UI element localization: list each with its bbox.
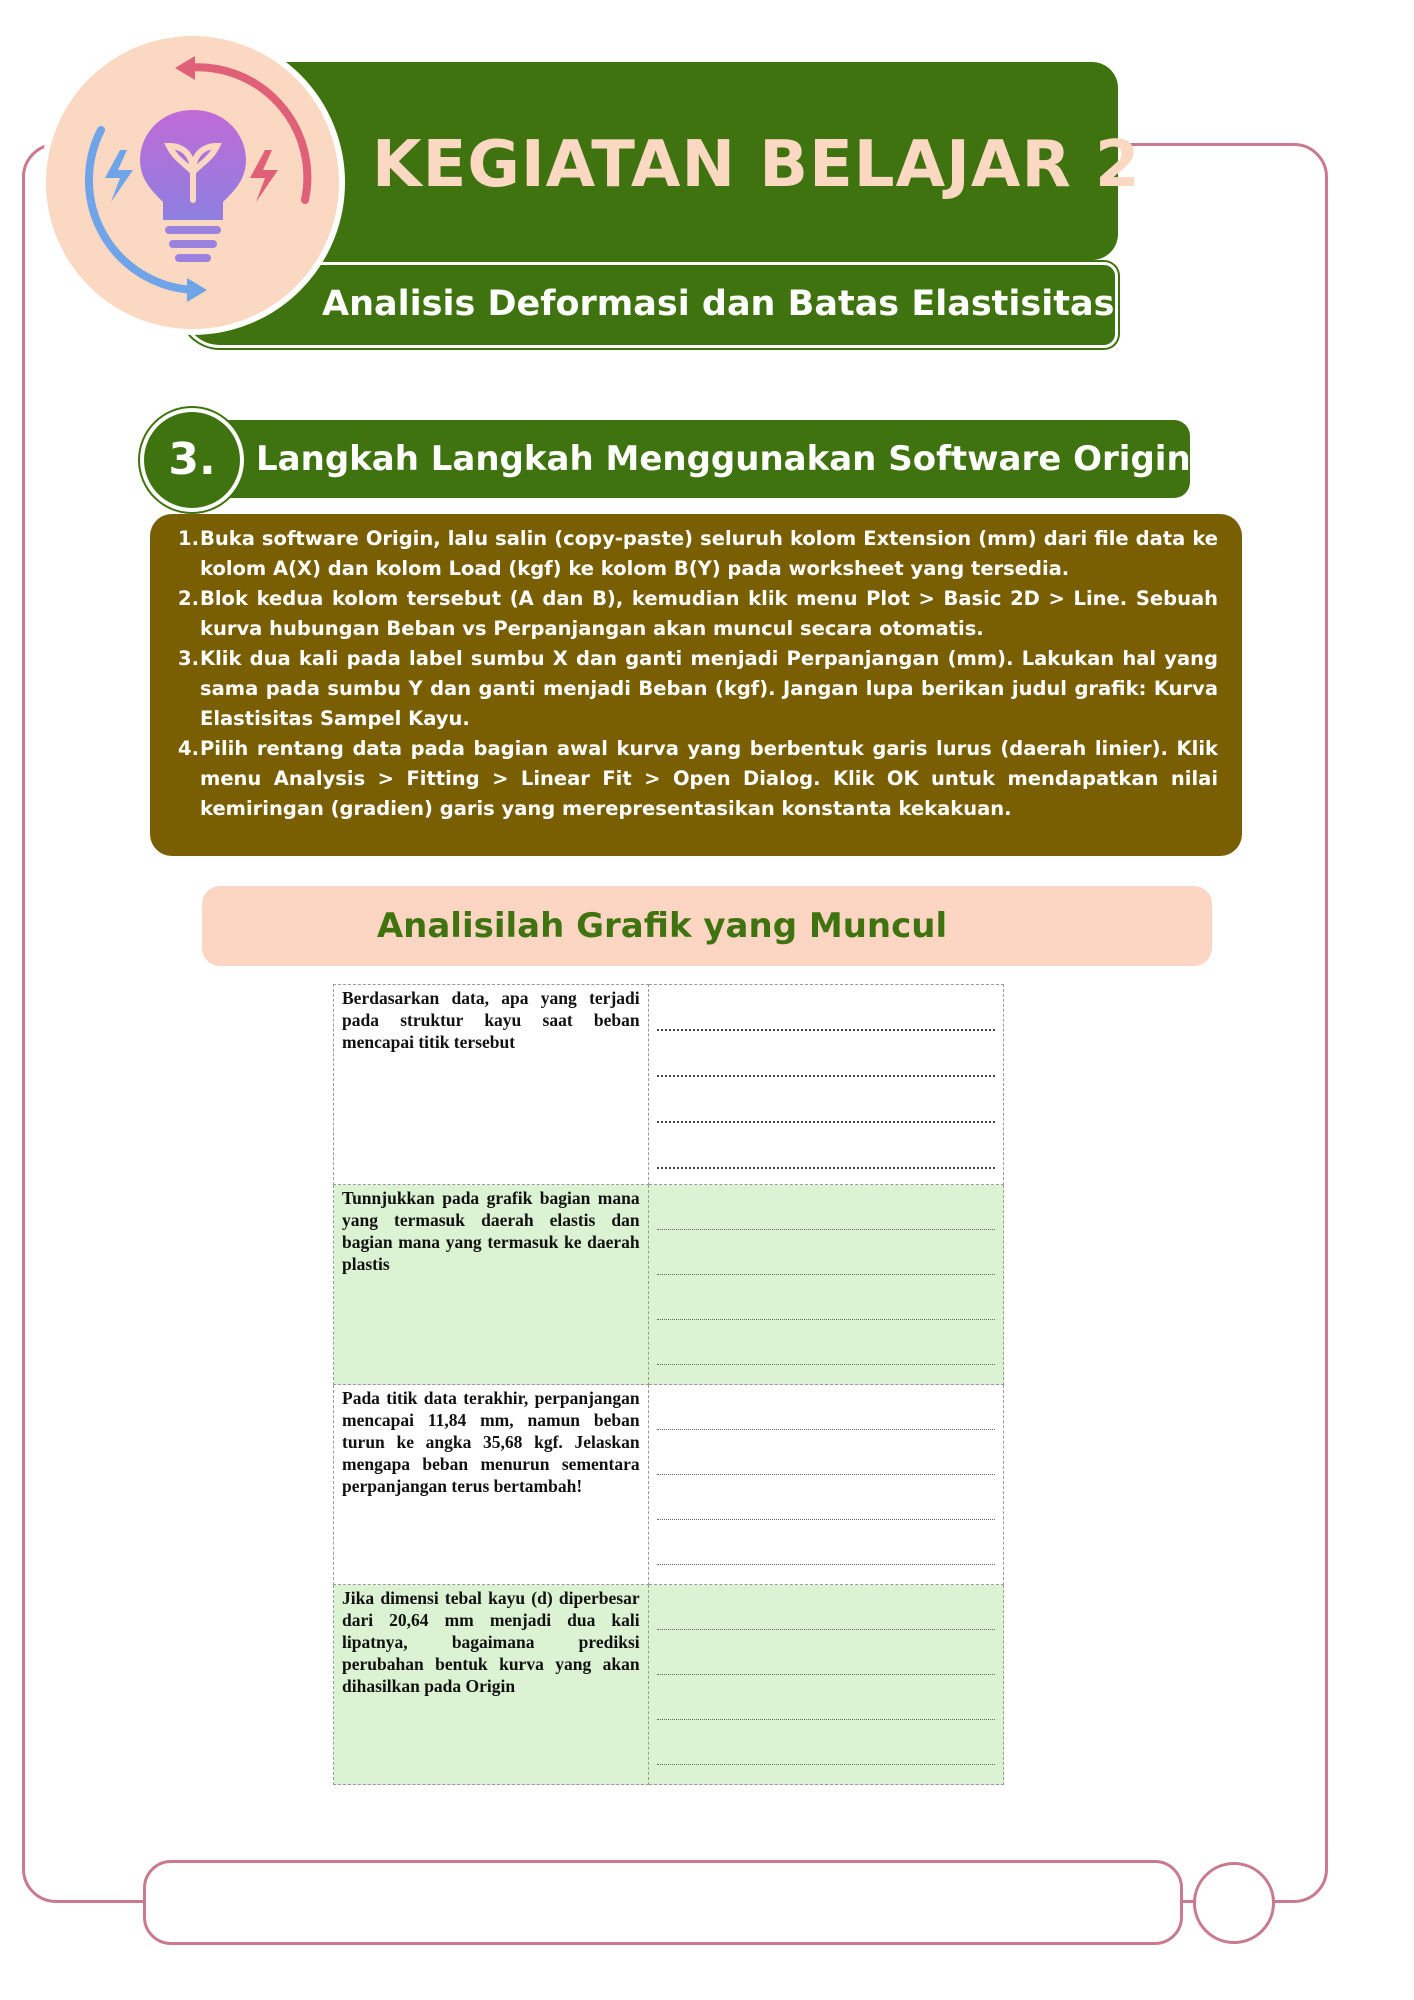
step-text: Blok kedua kolom tersebut (A dan B), kemudian klik menu Plot > Basic 2D > Line. Sebuah kurva hubungan Beban vs Perpanjangan akan muncul secara otomatis. bbox=[200, 587, 1218, 640]
step-number: 1. bbox=[178, 527, 199, 550]
answer-field[interactable] bbox=[648, 1185, 1003, 1385]
section-title: Langkah Langkah Menggunakan Software Origin bbox=[256, 439, 1191, 479]
question-row bbox=[334, 1185, 1004, 1385]
question-text: Berdasarkan data, apa yang terjadi pada struktur kayu saat beban mencapai titik tersebut bbox=[334, 985, 649, 1185]
question-text: Jika dimensi tebal kayu (d) diperbesar dari 20,64 mm menjadi dua kali lipatnya, bagaimana prediksi perubahan bentuk kurva yang akan dihasilkan pada Origin bbox=[334, 1585, 649, 1785]
page-title: KEGIATAN BELAJAR 2 bbox=[372, 128, 1141, 202]
steps-list bbox=[178, 524, 1218, 824]
step-text: Buka software Origin, lalu salin (copy-paste) seluruh kolom Extension (mm) dari file data ke kolom A(X) dan kolom Load (kgf) ke kolom B(Y) pada worksheet yang tersedia. bbox=[200, 527, 1218, 580]
analyze-title: Analisilah Grafik yang Muncul bbox=[376, 906, 948, 946]
question-row bbox=[334, 1585, 1004, 1785]
answer-field[interactable] bbox=[648, 985, 1003, 1185]
step-item bbox=[178, 734, 1218, 824]
question-table bbox=[333, 984, 1004, 1785]
lightbulb-plant-icon bbox=[65, 50, 320, 315]
step-item bbox=[178, 644, 1218, 734]
section-number: 3. bbox=[140, 408, 244, 512]
answer-field[interactable] bbox=[648, 1385, 1003, 1585]
step-number: 2. bbox=[178, 587, 199, 610]
question-text: Pada titik data terakhir, perpanjangan mencapai 11,84 mm, namun beban turun ke angka 35,68 kgf. Jelaskan mengapa beban menurun sementara perpanjangan terus bertambah! bbox=[334, 1385, 649, 1585]
question-row bbox=[334, 1385, 1004, 1585]
question-row bbox=[334, 985, 1004, 1185]
answer-field[interactable] bbox=[648, 1585, 1003, 1785]
step-item bbox=[178, 584, 1218, 644]
question-text: Tunnjukkan pada grafik bagian mana yang termasuk daerah elastis dan bagian mana yang termasuk ke daerah plastis bbox=[334, 1185, 649, 1385]
footer-bar bbox=[143, 1860, 1183, 1945]
step-item bbox=[178, 524, 1218, 584]
step-number: 3. bbox=[178, 647, 199, 670]
page-subtitle: Analisis Deformasi dan Batas Elastisitas bbox=[322, 284, 1115, 324]
footer-circle bbox=[1193, 1862, 1275, 1944]
step-text: Pilih rentang data pada bagian awal kurva yang berbentuk garis lurus (daerah linier). Klik menu Analysis > Fitting > Linear Fit > Open Dialog. Klik OK untuk mendapatkan nilai kemiringan (gradien) garis yang merepresentasikan konstanta kekakuan. bbox=[200, 737, 1218, 820]
step-text: Klik dua kali pada label sumbu X dan ganti menjadi Perpanjangan (mm). Lakukan hal yang sama pada sumbu Y dan ganti menjadi Beban (kgf). Jangan lupa berikan judul grafik: Kurva Elastisitas Sampel Kayu. bbox=[200, 647, 1218, 730]
step-number: 4. bbox=[178, 737, 199, 760]
